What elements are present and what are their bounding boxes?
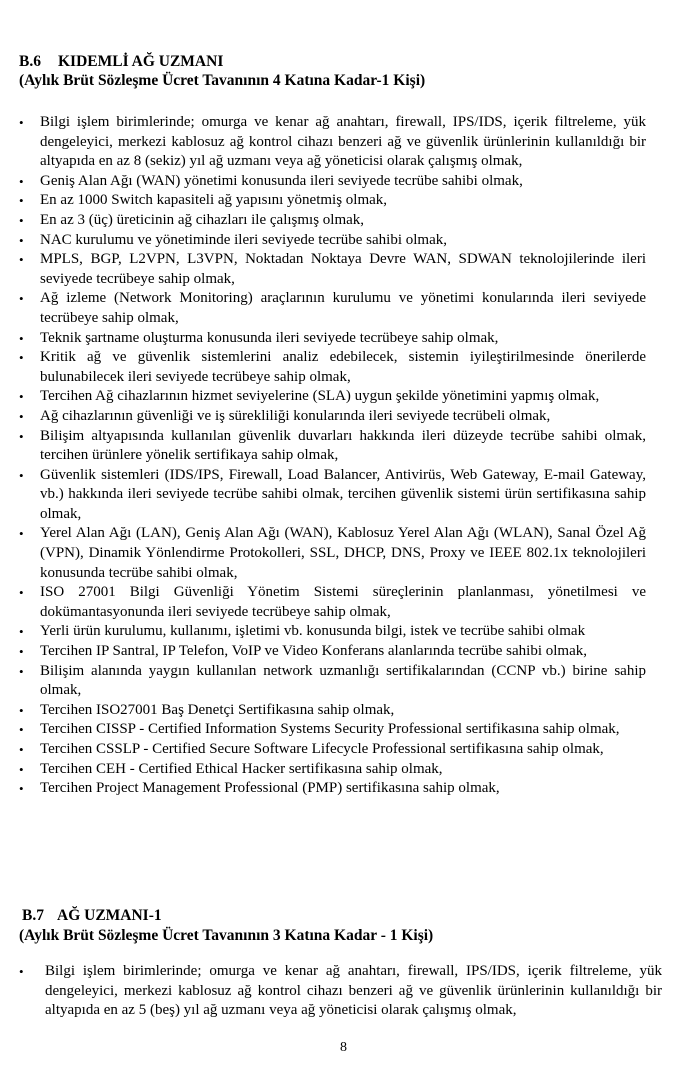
list-item xyxy=(19,760,646,780)
bullet-icon: • xyxy=(19,526,24,542)
list-item-text: Ağ cihazlarının güvenliği ve iş sürekliliği konularında ileri seviyede tecrübeli olmak, xyxy=(40,407,551,424)
bullet-icon: • xyxy=(19,350,24,366)
list-item xyxy=(19,622,646,642)
list-item-text: En az 3 (üç) üreticinin ağ cihazları ile çalışmış olmak, xyxy=(40,211,365,228)
bullet-icon: • xyxy=(19,212,24,228)
list-item-text: Güvenlik sistemleri (IDS/IPS, Firewall, Load Balancer, Antivirüs, Web Gateway, E-mail Gateway, vb.) hakkında ileri seviyede tecrübe sahibi olmak, tercihen güvenlik sistemi ürün sertifikasına sahip olmak, xyxy=(40,466,646,522)
list-item-text: Bilgi işlem birimlerinde; omurga ve kenar ağ anahtarı, firewall, IPS/IDS, içerik filtreleme, yük dengeleyici, merkezi kablosuz ağ kontrol cihazı benzeri ağ ve güvenlik ürünlerinin kullanıldığı bir altyapıda en az 5 (beş) yıl ağ uzmanı veya ağ yöneticisi olarak çalışmış olmak, xyxy=(45,963,662,1019)
list-item-text: Yerli ürün kurulumu, kullanımı, işletimi vb. konusunda bilgi, istek ve tecrübe sahibi olmak xyxy=(40,623,586,640)
bullet-icon: • xyxy=(19,115,24,130)
section-b6-subtitle: (Aylık Brüt Sözleşme Ücret Tavanının 4 Katına Kadar-1 Kişi) xyxy=(19,72,426,89)
section-b7-requirements-list xyxy=(19,962,662,1021)
list-item xyxy=(19,962,662,1021)
bullet-icon: • xyxy=(19,761,24,777)
list-item-text: ISO 27001 Bilgi Güvenliği Yönetim Sistemi süreçlerinin planlanması, yönetilmesi ve dokümantasyonunda ileri seviyede tecrübeye sahip olmak, xyxy=(40,584,646,620)
bullet-icon: • xyxy=(19,781,24,797)
list-item xyxy=(19,466,646,525)
list-item-text: Bilgi işlem birimlerinde; omurga ve kenar ağ anahtarı, firewall, IPS/IDS, içerik filtreleme, yük dengeleyici, merkezi kablosuz ağ kontrol cihazı benzeri ağ ve güvenlik ürünlerinin kullanıldığı bir altyapıda en az 8 (sekiz) yıl ağ uzmanı veya ağ yöneticisi olarak çalışmış olmak, xyxy=(40,114,646,170)
bullet-icon: • xyxy=(19,467,24,483)
bullet-icon: • xyxy=(19,389,24,405)
list-item-text: NAC kurulumu ve yönetiminde ileri seviyede tecrübe sahibi olmak, xyxy=(40,231,447,248)
list-item xyxy=(19,662,646,701)
list-item xyxy=(19,231,646,251)
list-item xyxy=(19,289,646,328)
page-number: 8 xyxy=(340,1040,347,1055)
list-item-text: Tercihen ISO27001 Baş Denetçi Sertifikasına sahip olmak, xyxy=(40,701,395,718)
section-b7-subtitle: (Aylık Brüt Sözleşme Ücret Tavanının 3 Katına Kadar - 1 Kişi) xyxy=(19,927,434,944)
list-item-text: MPLS, BGP, L2VPN, L3VPN, Noktadan Noktaya Devre WAN, SDWAN teknolojilerinde ileri seviyede tecrübeye sahip olmak, xyxy=(40,251,646,287)
bullet-icon: • xyxy=(19,252,24,268)
list-item xyxy=(19,524,646,583)
section-b7-number: B.7 xyxy=(22,907,44,924)
list-item-text: Yerel Alan Ağı (LAN), Geniş Alan Ağı (WAN), Kablosuz Yerel Alan Ağı (WLAN), Sanal Özel Ağ (VPN), Dinamik Yönlendirme Protokolleri, SSL, DHCP, DNS, Proxy ve IEEE 802.1x teknolojileri konusunda tecrübe sahibi olmak, xyxy=(40,525,646,581)
bullet-icon: • xyxy=(19,193,24,209)
list-item-text: En az 1000 Switch kapasiteli ağ yapısını yönetmiş olmak, xyxy=(40,192,388,209)
list-item xyxy=(19,113,646,172)
list-item-text: Tercihen CEH - Certified Ethical Hacker sertifikasına sahip olmak, xyxy=(40,760,443,777)
list-item-text: Tercihen Project Management Professional (PMP) sertifikasına sahip olmak, xyxy=(40,780,500,797)
list-item-text: Bilişim alanında yaygın kullanılan network uzmanlığı sertifikalarından (CCNP vb.) birine sahip olmak, xyxy=(40,662,646,699)
list-item xyxy=(19,211,646,231)
list-item-text: Geniş Alan Ağı (WAN) yönetimi konusunda ileri seviyede tecrübe sahibi olmak, xyxy=(40,172,523,189)
list-item-text: Tercihen CISSP - Certified Information Systems Security Professional sertifikasına sahip olmak, xyxy=(40,721,620,738)
list-item-text: Tercihen Ağ cihazlarının hizmet seviyelerine (SLA) uygun şekilde yönetimini yapmış olmak, xyxy=(40,388,600,405)
list-item xyxy=(19,583,646,622)
list-item-text: Tercihen CSSLP - Certified Secure Software Lifecycle Professional sertifikasına sahip olmak, xyxy=(40,741,604,757)
bullet-icon: • xyxy=(19,964,24,979)
list-item xyxy=(19,329,646,349)
list-item xyxy=(19,427,646,466)
list-item-text: Ağ izleme (Network Monitoring) araçlarının kurulumu ve yönetimi konularında ileri seviyede tecrübeye sahip olmak, xyxy=(40,290,646,326)
list-item xyxy=(19,172,646,192)
list-item-text: Bilişim altyapısında kullanılan güvenlik duvarları hakkında ileri düzeyde tecrübe sahibi olmak, tercihen ürünlere yönelik sertifikaya sahip olmak, xyxy=(40,427,646,464)
list-item-text: Teknik şartname oluşturma konusunda ileri seviyede tecrübeye sahip olmak, xyxy=(40,329,499,346)
bullet-icon: • xyxy=(19,291,24,307)
list-item xyxy=(19,720,646,740)
bullet-icon: • xyxy=(19,330,24,346)
bullet-icon: • xyxy=(19,644,24,660)
list-item xyxy=(19,642,646,662)
list-item-text: Tercihen IP Santral, IP Telefon, VoIP ve Video Konferans alanlarında tecrübe sahibi olmak, xyxy=(40,643,587,660)
section-b6-number: B.6 xyxy=(19,53,41,70)
list-item xyxy=(19,740,646,760)
list-item-text: Kritik ağ ve güvenlik sistemlerini analiz edebilecek, sistemin iyileştirilmesinde önerilerde bulunabilecek ileri seviyede tecrübeye sahip olmak, xyxy=(40,349,646,385)
section-b6-title: KIDEMLİ AĞ UZMANI xyxy=(58,53,224,70)
bullet-icon: • xyxy=(19,585,24,601)
section-b6-heading xyxy=(19,52,223,71)
list-item xyxy=(19,387,646,407)
section-b7-heading xyxy=(22,906,162,925)
bullet-icon: • xyxy=(19,624,24,640)
bullet-icon: • xyxy=(19,722,24,738)
list-item xyxy=(19,407,646,427)
bullet-icon: • xyxy=(19,742,24,757)
section-b7-title: AĞ UZMANI-1 xyxy=(57,907,162,924)
bullet-icon: • xyxy=(19,702,24,718)
bullet-icon: • xyxy=(19,663,24,679)
bullet-icon: • xyxy=(19,408,24,424)
list-item xyxy=(19,250,646,289)
bullet-icon: • xyxy=(19,173,24,189)
list-item xyxy=(19,191,646,211)
list-item xyxy=(19,348,646,387)
list-item xyxy=(19,701,646,721)
section-b6-requirements-list xyxy=(19,113,646,799)
list-item xyxy=(19,779,646,799)
bullet-icon: • xyxy=(19,428,24,444)
bullet-icon: • xyxy=(19,232,24,248)
